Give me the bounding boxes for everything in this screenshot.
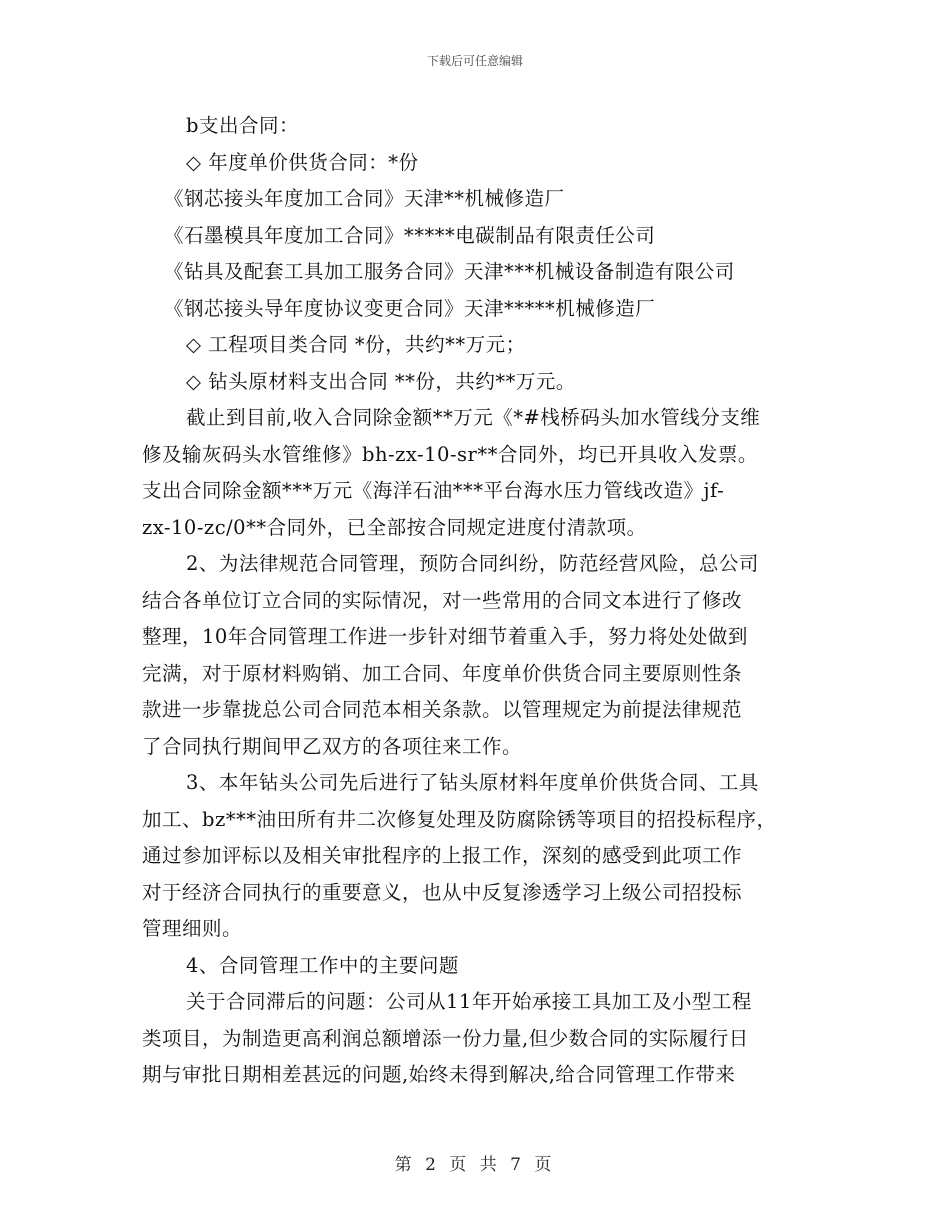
text-line: 整理，10年合同管理工作进一步针对细节着重入手，努力将处处做到 (142, 625, 748, 648)
text-line: 管理细则。 (142, 917, 243, 940)
text-line: 支出合同除金额***万元《海洋石油***平台海水压力管线改造》jf- (142, 479, 725, 502)
text-line: 3、本年钻头公司先后进行了钻头原材料年度单价供货合同、工具 (186, 771, 759, 794)
text-line: 《钢芯接头年度加工合同》天津**机械修造厂 (164, 187, 565, 210)
text-line: zx-10-zc/0**合同外，已全部按合同规定进度付清款项。 (142, 515, 647, 539)
text-line: 截止到目前,收入合同除金额**万元《*#栈桥码头加水管线分支维 (186, 406, 761, 429)
text-line: 类项目，为制造更高利润总额增添一份力量,但少数合同的实际履行日 (142, 1026, 749, 1050)
text-line: 款进一步靠拢总公司合同范本相关条款。以管理规定为前提法律规范 (142, 698, 743, 721)
text-line: 结合各单位订立合同的实际情况，对一些常用的合同文本进行了修改 (142, 588, 743, 612)
text-line: 期与审批日期相差甚远的问题,始终未得到解决,给合同管理工作带来 (142, 1063, 736, 1086)
text-line: b支出合同： (186, 114, 299, 137)
text-line: 《钢芯接头导年度协议变更合同》天津*****机械修造厂 (164, 296, 656, 320)
text-line: ◇ 钻头原材料支出合同 **份，共约**万元。 (186, 369, 576, 393)
text-line: 《石墨模具年度加工合同》*****电碳制品有限责任公司 (164, 223, 656, 247)
text-line: 通过参加评标以及相关审批程序的上报工作，深刻的感受到此项工作 (142, 844, 743, 867)
text-line: 《钻具及配套工具加工服务合同》天津***机械设备制造有限公司 (164, 260, 735, 283)
text-line: 关于合同滞后的问题：公司从11年开始承接工具加工及小型工程 (186, 990, 752, 1013)
document-body (142, 108, 812, 1094)
text-line: 修及输灰码头水管维修》bh-zx-10-sr**合同外，均已开具收入发票。 (142, 442, 758, 466)
page-header: 下载后可任意编辑 (426, 54, 523, 68)
text-line: 完满，对于原材料购销、加工合同、年度单价供货合同主要原则性条 (142, 661, 743, 685)
text-line: 4、合同管理工作中的主要问题 (186, 953, 459, 977)
page-footer: 第 2 页 共 7 页 (394, 1155, 556, 1175)
text-line: 了合同执行期间甲乙双方的各项往来工作。 (142, 734, 523, 758)
text-line: ◇ 工程项目类合同 *份，共约**万元； (186, 333, 526, 356)
text-line: 加工、bz***油田所有井二次修复处理及防腐除锈等项目的招投标程序， (142, 807, 777, 831)
text-line: ◇ 年度单价供货合同：*份 (186, 150, 419, 174)
text-line: 2、为法律规范合同管理，预防合同纠纷，防范经营风险，总公司 (186, 552, 759, 575)
text-line: 对于经济合同执行的重要意义，也从中反复渗透学习上级公司招投标 (142, 880, 743, 904)
